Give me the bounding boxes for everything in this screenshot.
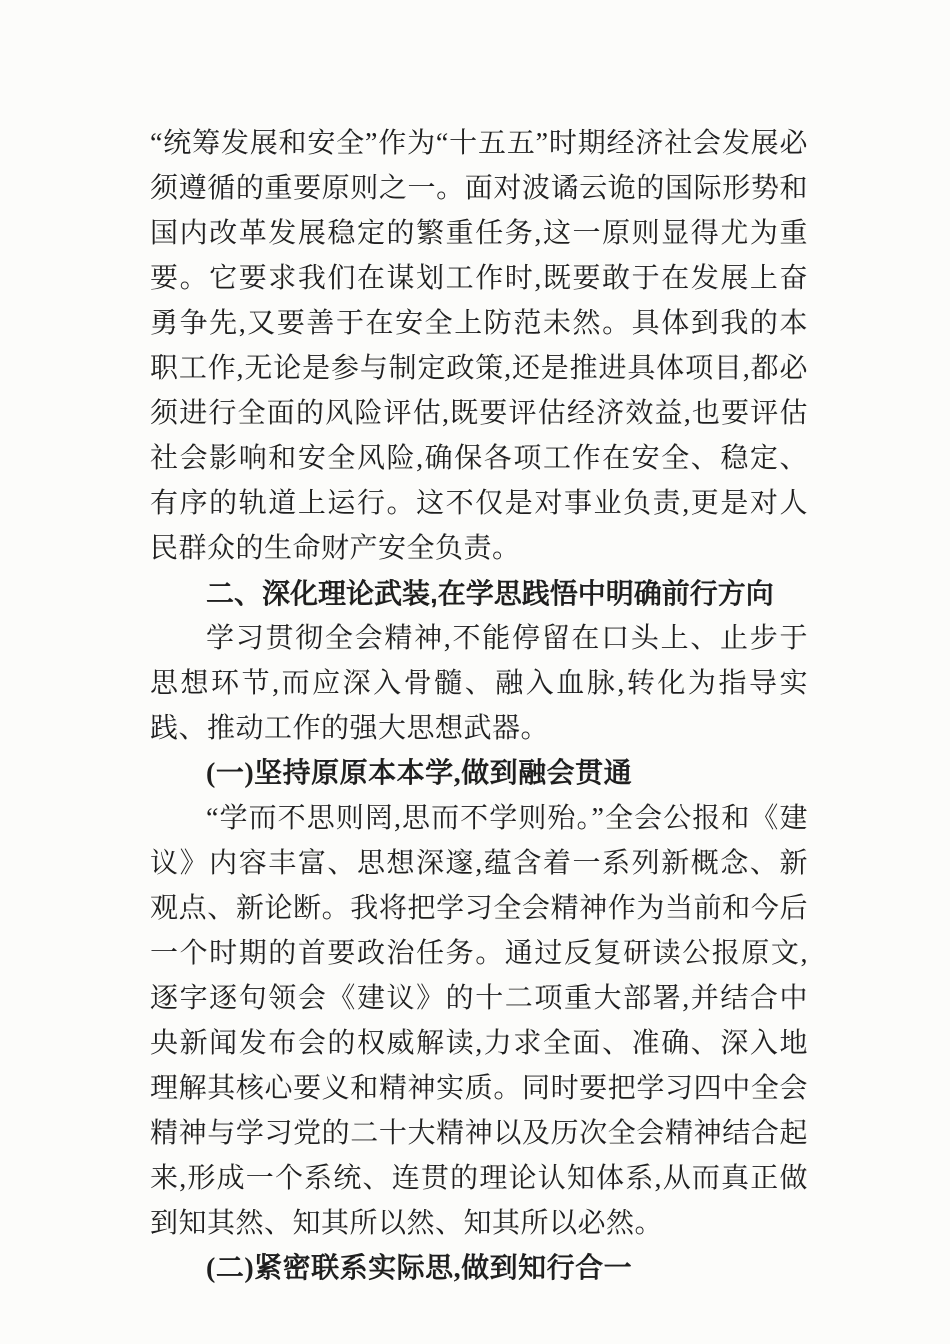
section-heading: 二、深化理论武装,在学思践悟中明确前行方向: [206, 578, 774, 609]
subsection-heading: (一)坚持原原本本学,做到融会贯通: [206, 758, 633, 789]
body-paragraph: 学习贯彻全会精神,不能停留在口头上、止步于思想环节,而应深入骨髓、融入血脉,转化为指导实践、推动工作的强大思想武器。: [150, 623, 808, 744]
document-content: [150, 121, 808, 1291]
subsection-heading: (二)紧密联系实际思,做到知行合一: [206, 1253, 633, 1284]
body-paragraph: “学而不思则罔,思而不学则殆。”全会公报和《建议》内容丰富、思想深邃,蕴含着一系列新概念、新观点、新论断。我将把学习全会精神作为当前和今后一个时期的首要政治任务。通过反复研读公报原文,逐字逐句领会《建议》的十二项重大部署,并结合中央新闻发布会的权威解读,力求全面、准确、深入地理解其核心要义和精神实质。同时要把学习四中全会精神与学习党的二十大精神以及历次全会精神结合起来,形成一个系统、连贯的理论认知体系,从而真正做到知其然、知其所以然、知其所以必然。: [150, 803, 808, 1239]
body-paragraph: “统筹发展和安全”作为“十五五”时期经济社会发展必须遵循的重要原则之一。面对波谲云诡的国际形势和国内改革发展稳定的繁重任务,这一原则显得尤为重要。它要求我们在谋划工作时,既要敢于在发展上奋勇争先,又要善于在安全上防范未然。具体到我的本职工作,无论是参与制定政策,还是推进具体项目,都必须进行全面的风险评估,既要评估经济效益,也要评估社会影响和安全风险,确保各项工作在安全、稳定、有序的轨道上运行。这不仅是对事业负责,更是对人民群众的生命财产安全负责。: [150, 128, 808, 564]
